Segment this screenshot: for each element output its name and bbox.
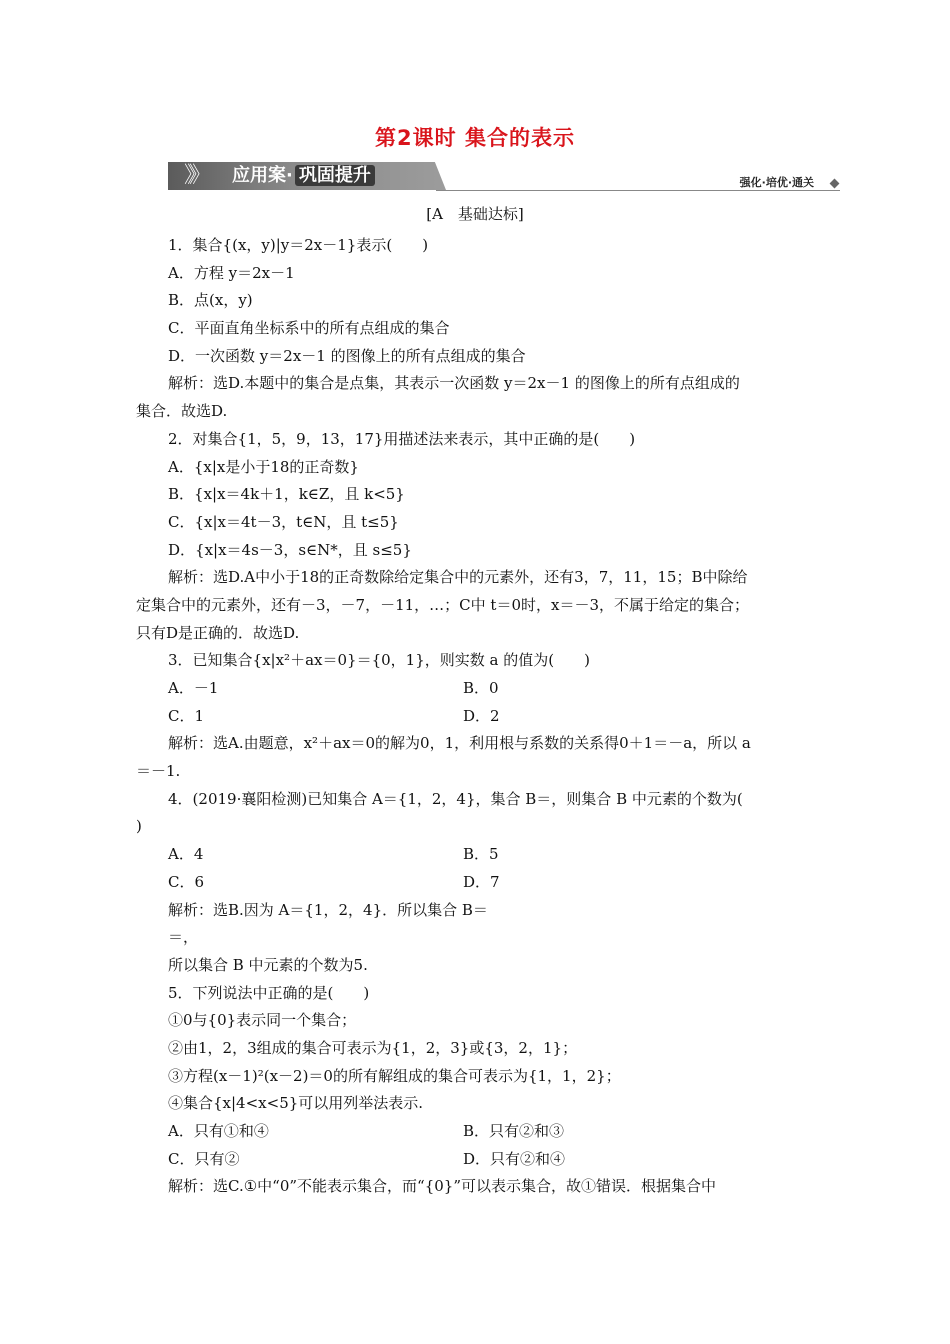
question-5-solution: 解析：选C.①中“0”不能表示集合，而“{0}”可以表示集合，故①错误．根据集合中: [168, 1177, 717, 1196]
question-5-statement-2: ②由1，2，3组成的集合可表示为{1，2，3}或{3，2，1}；: [168, 1038, 578, 1057]
question-2-stem: 2．对集合{1，5，9，13，17}用描述法来表示，其中正确的是( ): [168, 429, 636, 448]
question-4-options-row-2: [168, 869, 816, 897]
question-2-option-c: C．{x|x＝4t－3，t∈N，且 t≤5}: [168, 512, 399, 531]
question-1-option-d: D．一次函数 y＝2x－1 的图像上的所有点组成的集合: [168, 346, 526, 365]
question-2-option-b: B．{x|x＝4k＋1，k∈Z，且 k<5}: [168, 485, 405, 504]
question-4-solution-cont: ＝，: [168, 928, 199, 947]
question-1-option-a: A．方程 y＝2x－1: [168, 263, 295, 282]
question-2-solution-end: 只有D是正确的．故选D.: [136, 623, 300, 642]
question-5-option-b: B．只有②和③: [463, 1122, 565, 1140]
banner-dot: ·: [286, 165, 293, 186]
question-1-stem: 1．集合{(x，y)|y＝2x－1}表示( ): [168, 236, 429, 254]
question-3-stem: 3．已知集合{x|x²＋ax＝0}＝{0，1}，则实数 a 的值为( ): [168, 651, 590, 670]
question-3-option-c: C．1: [168, 706, 205, 725]
question-3-option-b: B．0: [463, 679, 499, 697]
banner-label-left: 应用案: [232, 165, 286, 186]
question-5-statement-3: ③方程(x－1)²(x－2)＝0的所有解组成的集合可表示为{1，1，2}；: [168, 1066, 621, 1085]
banner-label: [232, 162, 375, 190]
question-4-solution-end: 所以集合 B 中元素的个数为5.: [168, 955, 368, 974]
question-4-option-c: C．6: [168, 872, 205, 891]
question-5-options-row-2: [168, 1146, 816, 1174]
lesson-title: 第2课时 集合的表示: [375, 126, 575, 150]
double-chevron-icon: 》》: [184, 163, 206, 188]
section-banner: [168, 160, 840, 194]
diamond-icon: [830, 179, 840, 189]
question-5-option-d: D．只有②和④: [463, 1149, 566, 1168]
question-4-option-d: D．7: [463, 872, 500, 891]
question-1-option-b: B．点(x，y): [168, 291, 253, 310]
question-2-solution-cont: 定集合中的元素外，还有－3，－7，－11，…；C中 t＝0时，x＝－3，不属于给定的集合；: [136, 595, 749, 614]
question-1-solution: 解析：选D.本题中的集合是点集，其表示一次函数 y＝2x－1 的图像上的所有点组成的: [168, 374, 740, 393]
section-heading: [A 基础达标]: [426, 205, 524, 223]
question-5-option-a: A．只有①和④: [168, 1122, 269, 1140]
question-3-options-row-2: [168, 703, 816, 731]
question-4-stem: 4．(2019·襄阳检测)已知集合 A＝{1，2，4}，集合 B＝，则集合 B 中元素的个数为(: [168, 789, 743, 808]
question-content: [136, 232, 816, 1201]
question-5-stem: 5．下列说法中正确的是( ): [168, 983, 370, 1002]
question-2-solution: 解析：选D.A中小于18的正奇数除给定集合中的元素外，还有3，7，11，15；B中除给: [168, 568, 748, 587]
banner-right-text: 强化·培优·通关: [739, 176, 814, 189]
question-5-statement-1: ①0与{0}表示同一个集合；: [168, 1011, 357, 1030]
question-4-option-a: A．4: [168, 845, 204, 864]
question-3-solution-cont: ＝－1.: [136, 762, 181, 781]
question-3-options-row-1: [168, 675, 816, 703]
question-1-solution-cont: 集合．故选D.: [136, 402, 228, 421]
question-5-options-row-1: [168, 1118, 816, 1146]
banner-label-right: 巩固提升: [295, 165, 375, 186]
question-4-solution: 解析：选B.因为 A＝{1，2，4}．所以集合 B＝: [168, 900, 488, 919]
question-3-solution: 解析：选A.由题意，x²＋ax＝0的解为0，1，利用根与系数的关系得0＋1＝－a，所以 a: [168, 734, 751, 753]
question-2-option-d: D．{x|x＝4s－3，s∈N*，且 s≤5}: [168, 540, 412, 559]
question-3-option-a: A．－1: [168, 679, 219, 697]
question-4-options-row-1: [168, 841, 816, 869]
question-3-option-d: D．2: [463, 706, 500, 725]
question-5-option-c: C．只有②: [168, 1149, 240, 1168]
question-1-option-c: C．平面直角坐标系中的所有点组成的集合: [168, 319, 450, 338]
question-2-option-a: A．{x|x是小于18的正奇数}: [168, 457, 359, 476]
banner-divider: [436, 190, 840, 191]
question-5-statement-4: ④集合{x|4<x<5}可以用列举法表示.: [168, 1094, 424, 1113]
question-4-option-b: B．5: [463, 845, 499, 864]
question-4-stem-cont: ): [136, 817, 142, 836]
